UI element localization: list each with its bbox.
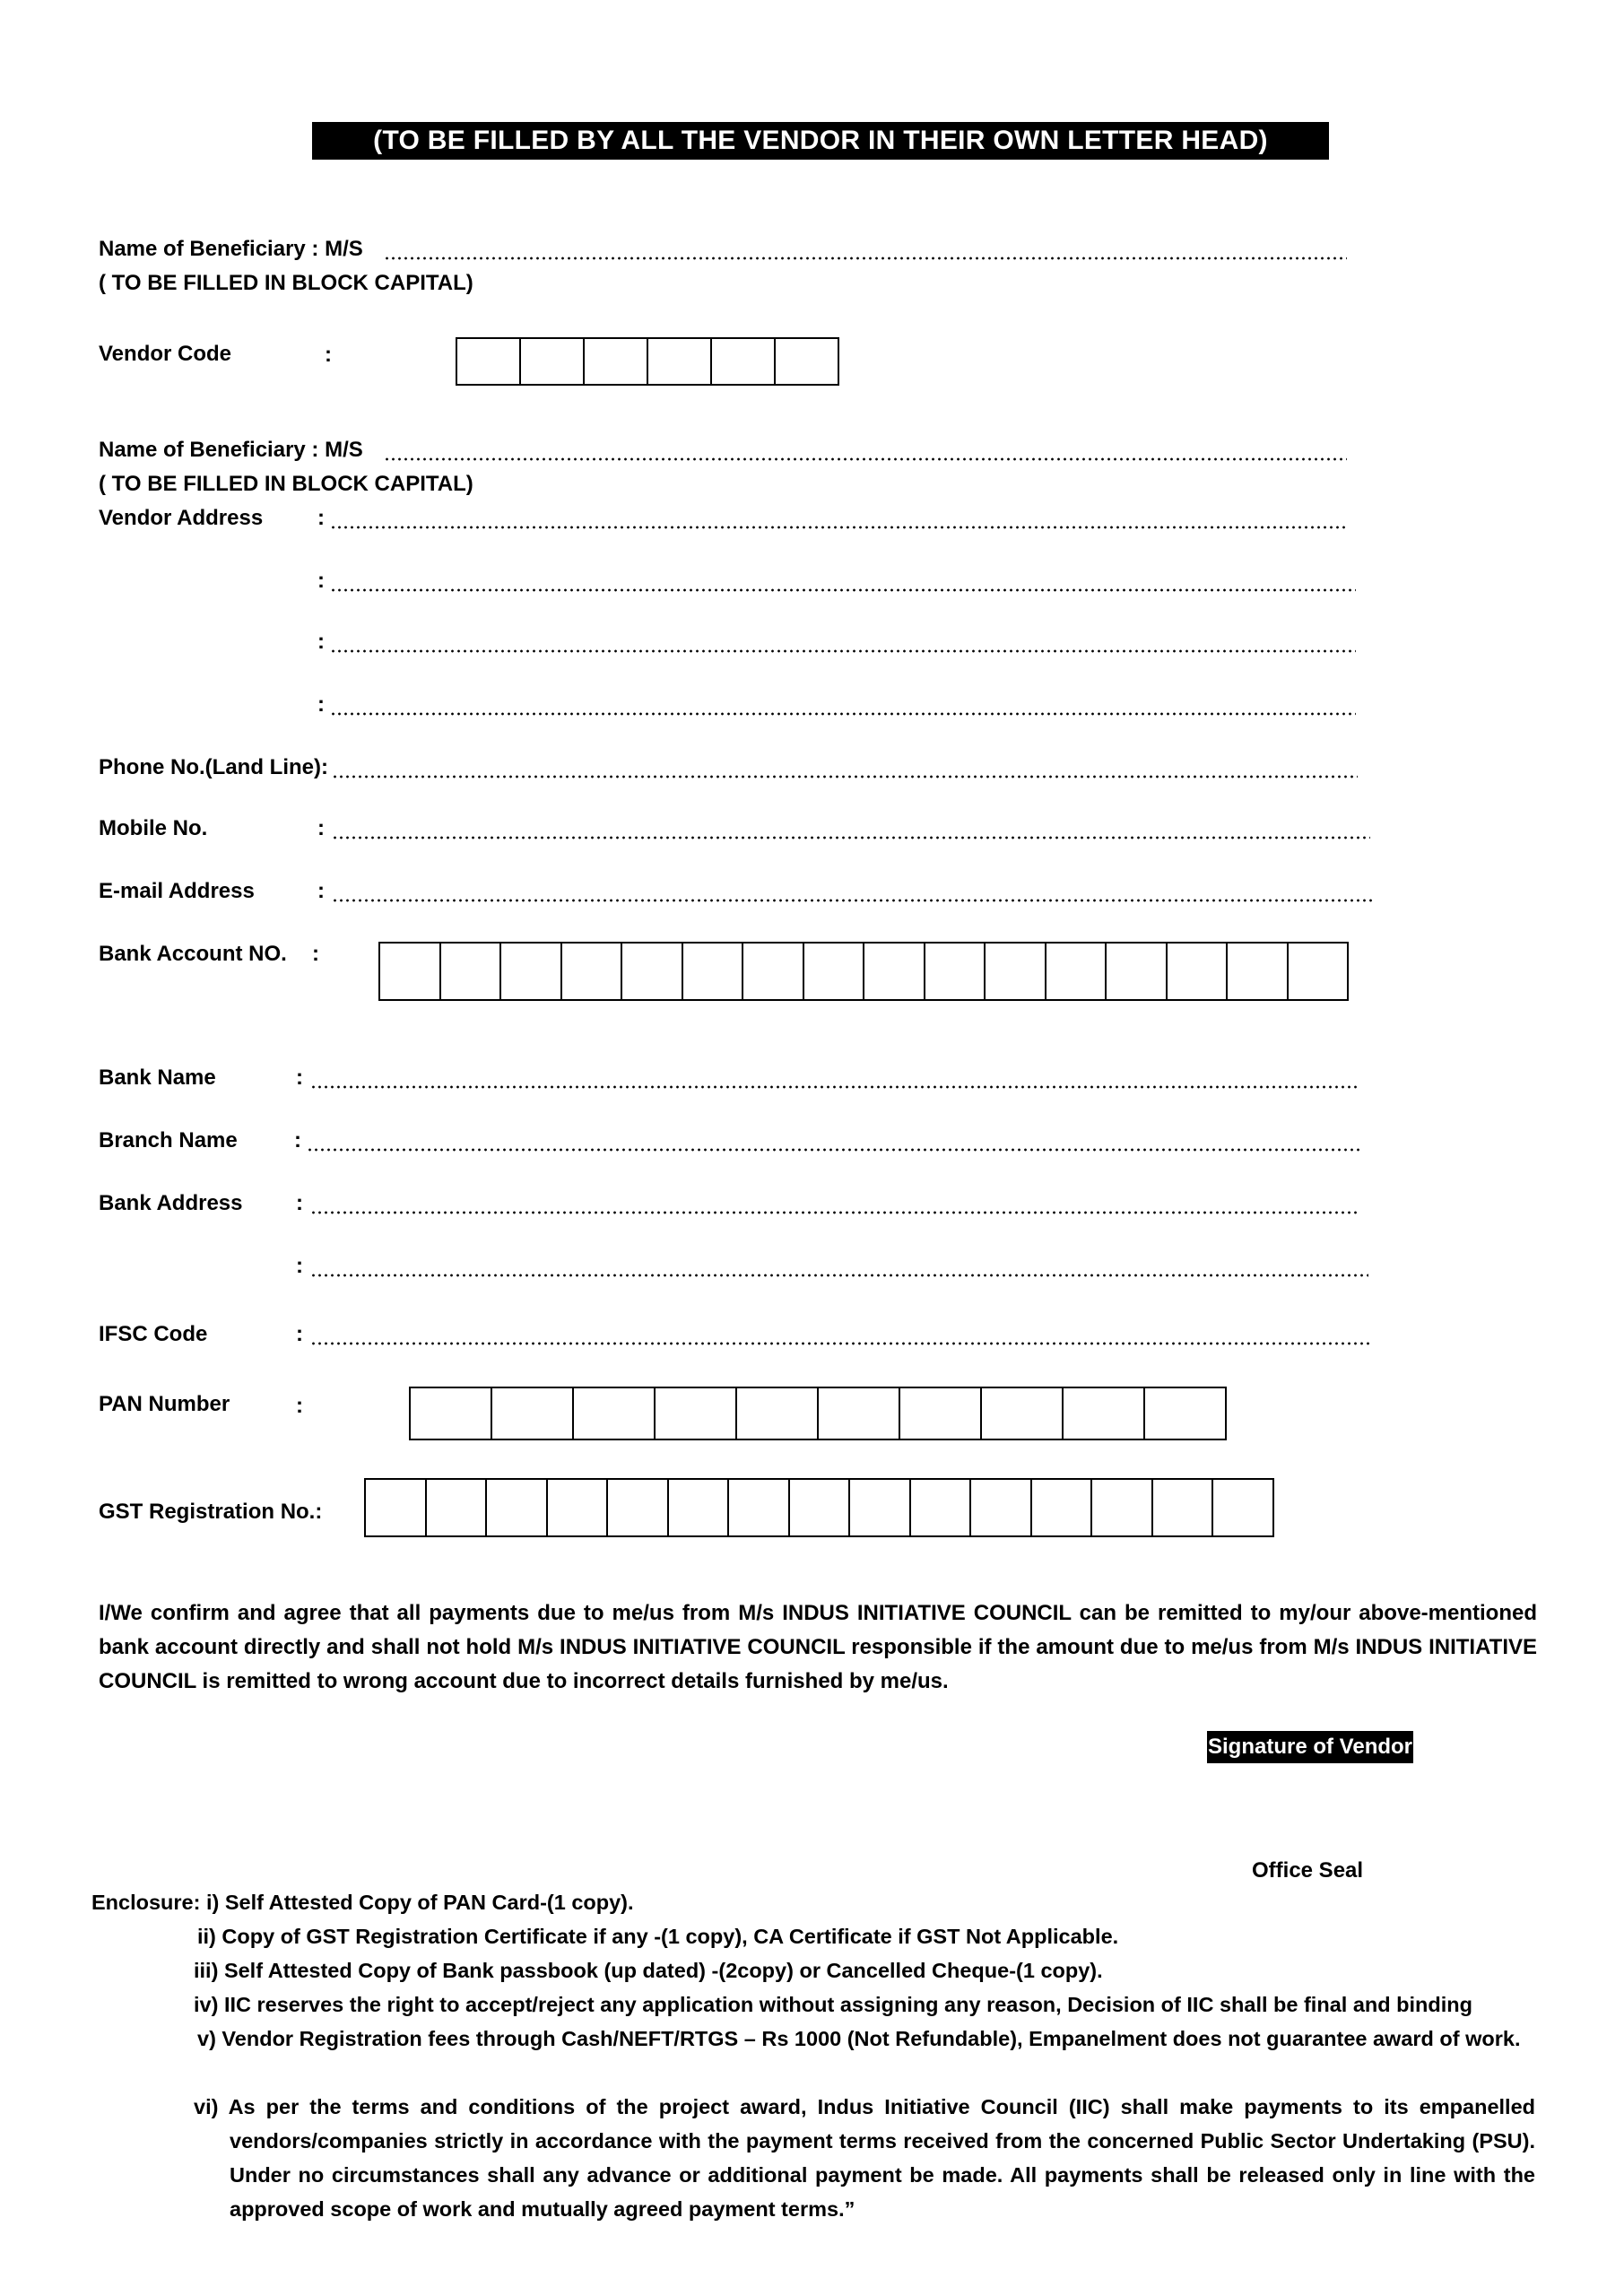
bank-account-colon: :: [312, 942, 319, 966]
char-box[interactable]: [776, 337, 839, 386]
char-box[interactable]: [521, 337, 585, 386]
char-box[interactable]: [1046, 942, 1107, 1001]
bank-address-colon-2: :: [296, 1254, 303, 1278]
char-box[interactable]: [971, 1478, 1032, 1537]
char-box[interactable]: [864, 942, 925, 1001]
vendor-code-boxes[interactable]: [456, 337, 839, 386]
char-box[interactable]: [1092, 1478, 1153, 1537]
char-box[interactable]: [411, 1387, 492, 1440]
char-box[interactable]: [1289, 942, 1350, 1001]
char-box[interactable]: [819, 1387, 900, 1440]
char-box[interactable]: [622, 942, 683, 1001]
vendor-address-label: Vendor Address: [99, 506, 264, 530]
char-box[interactable]: [982, 1387, 1064, 1440]
branch-name-label: Branch Name: [99, 1128, 238, 1152]
char-box[interactable]: [574, 1387, 656, 1440]
bank-name-colon: :: [296, 1065, 303, 1090]
char-box[interactable]: [648, 337, 712, 386]
char-box[interactable]: [1168, 942, 1229, 1001]
vendor-address-colon-4: :: [317, 692, 325, 717]
beneficiary-label: Name of Beneficiary : M/S: [99, 237, 363, 261]
char-box[interactable]: [911, 1478, 972, 1537]
vendor-address-colon: :: [317, 506, 325, 530]
enclosure-item-i: Enclosure: i) Self Attested Copy of PAN Card-(1 copy).: [91, 1891, 634, 1914]
bank-address-line-2[interactable]: [310, 1274, 1368, 1277]
mobile-field[interactable]: [332, 836, 1370, 839]
pan-boxes[interactable]: [409, 1387, 1227, 1440]
bank-account-boxes[interactable]: [378, 942, 1349, 1001]
ifsc-colon: :: [296, 1322, 303, 1346]
char-box[interactable]: [729, 1478, 790, 1537]
office-seal-label: Office Seal: [1252, 1858, 1364, 1883]
beneficiary-label-2: Name of Beneficiary : M/S: [99, 438, 363, 462]
char-box[interactable]: [441, 942, 502, 1001]
char-box[interactable]: [366, 1478, 427, 1537]
char-box[interactable]: [427, 1478, 488, 1537]
block-capital-note-2: ( TO BE FILLED IN BLOCK CAPITAL): [99, 472, 473, 496]
char-box[interactable]: [737, 1387, 819, 1440]
enclosure-item-iii: iii) Self Attested Copy of Bank passbook (up dated) -(2copy) or Cancelled Cheque-(1 copy).: [194, 1959, 1103, 1982]
vendor-address-line-1[interactable]: [330, 526, 1347, 529]
char-box[interactable]: [850, 1478, 911, 1537]
bank-address-label: Bank Address: [99, 1191, 243, 1215]
vendor-address-line-4[interactable]: [330, 712, 1356, 716]
char-box[interactable]: [562, 942, 623, 1001]
block-capital-note: ( TO BE FILLED IN BLOCK CAPITAL): [99, 271, 473, 295]
char-box[interactable]: [900, 1387, 982, 1440]
char-box[interactable]: [683, 942, 744, 1001]
branch-name-colon: :: [294, 1128, 301, 1152]
char-box[interactable]: [585, 337, 648, 386]
bank-name-field[interactable]: [310, 1085, 1358, 1089]
gst-boxes[interactable]: [364, 1478, 1274, 1537]
email-label: E-mail Address: [99, 879, 255, 903]
char-box[interactable]: [790, 1478, 851, 1537]
char-box[interactable]: [669, 1478, 730, 1537]
char-box[interactable]: [656, 1387, 737, 1440]
ifsc-label: IFSC Code: [99, 1322, 208, 1346]
form-header: (TO BE FILLED BY ALL THE VENDOR IN THEIR OWN LETTER HEAD): [312, 122, 1329, 160]
enclosure-item-vi: vi) As per the terms and conditions of the project award, Indus Initiative Council (IIC) shall make payments to its empanelled vendors/companies strictly in accordance with the payment terms received from the concerned Public Sector Undertaking (PSU). Under no circumstances shall any advance or additional payment be made. All payments shall be released only in line with the approved scope of work and mutually agreed payment terms.”: [194, 2095, 1535, 2221]
bank-address-colon: :: [296, 1191, 303, 1215]
char-box[interactable]: [712, 337, 776, 386]
vendor-address-line-3[interactable]: [330, 649, 1356, 653]
enclosure-item-ii: ii) Copy of GST Registration Certificate if any -(1 copy), CA Certificate if GST Not Applicable.: [197, 1925, 1119, 1948]
char-box[interactable]: [743, 942, 804, 1001]
pan-colon: :: [296, 1394, 303, 1418]
char-box[interactable]: [1213, 1478, 1274, 1537]
char-box[interactable]: [1153, 1478, 1214, 1537]
bank-account-label: Bank Account NO.: [99, 942, 287, 966]
char-box[interactable]: [804, 942, 865, 1001]
ifsc-field[interactable]: [310, 1342, 1370, 1345]
char-box[interactable]: [986, 942, 1046, 1001]
char-box[interactable]: [925, 942, 986, 1001]
bank-address-line-1[interactable]: [310, 1211, 1359, 1214]
vendor-address-line-2[interactable]: [330, 588, 1356, 592]
char-box[interactable]: [1064, 1387, 1145, 1440]
char-box[interactable]: [548, 1478, 609, 1537]
vendor-address-colon-2: :: [317, 569, 325, 593]
vendor-code-label: Vendor Code: [99, 342, 232, 366]
vendor-code-colon: :: [325, 343, 332, 367]
mobile-label: Mobile No.: [99, 816, 208, 840]
email-colon: :: [317, 879, 325, 903]
bank-name-label: Bank Name: [99, 1065, 216, 1090]
gst-label: GST Registration No.:: [99, 1500, 323, 1524]
char-box[interactable]: [1228, 942, 1289, 1001]
mobile-colon: :: [317, 816, 325, 840]
phone-field[interactable]: [332, 775, 1358, 778]
email-field[interactable]: [332, 899, 1376, 902]
pan-label: PAN Number: [99, 1392, 230, 1416]
char-box[interactable]: [1145, 1387, 1227, 1440]
beneficiary-field[interactable]: [384, 257, 1347, 260]
branch-name-field[interactable]: [307, 1148, 1359, 1152]
char-box[interactable]: [457, 337, 521, 386]
char-box[interactable]: [608, 1478, 669, 1537]
char-box[interactable]: [492, 1387, 574, 1440]
enclosure-item-iv: iv) IIC reserves the right to accept/reject any application without assigning any reason, Decision of IIC shall be final and binding: [194, 1993, 1472, 2016]
declaration-text: I/We confirm and agree that all payments due to me/us from M/s INDUS INITIATIVE COUNCIL can be remitted to my/our above-mentioned bank account directly and shall not hold M/s INDUS INITIATIVE COUNCIL responsible if the amount due to me/us from M/s INDUS INITIATIVE COUNCIL is remitted to wrong account due to incorrect details furnished by me/us.: [99, 1601, 1537, 1693]
signature-of-vendor: Signature of Vendor: [1207, 1731, 1413, 1763]
char-box[interactable]: [501, 942, 562, 1001]
char-box[interactable]: [1107, 942, 1168, 1001]
enclosure-item-v: v) Vendor Registration fees through Cash/NEFT/RTGS – Rs 1000 (Not Refundable), Empanelment does not guarantee award of work.: [197, 2027, 1521, 2050]
char-box[interactable]: [380, 942, 441, 1001]
beneficiary-field-2[interactable]: [384, 457, 1347, 461]
char-box[interactable]: [487, 1478, 548, 1537]
char-box[interactable]: [1032, 1478, 1093, 1537]
phone-label: Phone No.(Land Line):: [99, 755, 328, 779]
vendor-address-colon-3: :: [317, 630, 325, 654]
